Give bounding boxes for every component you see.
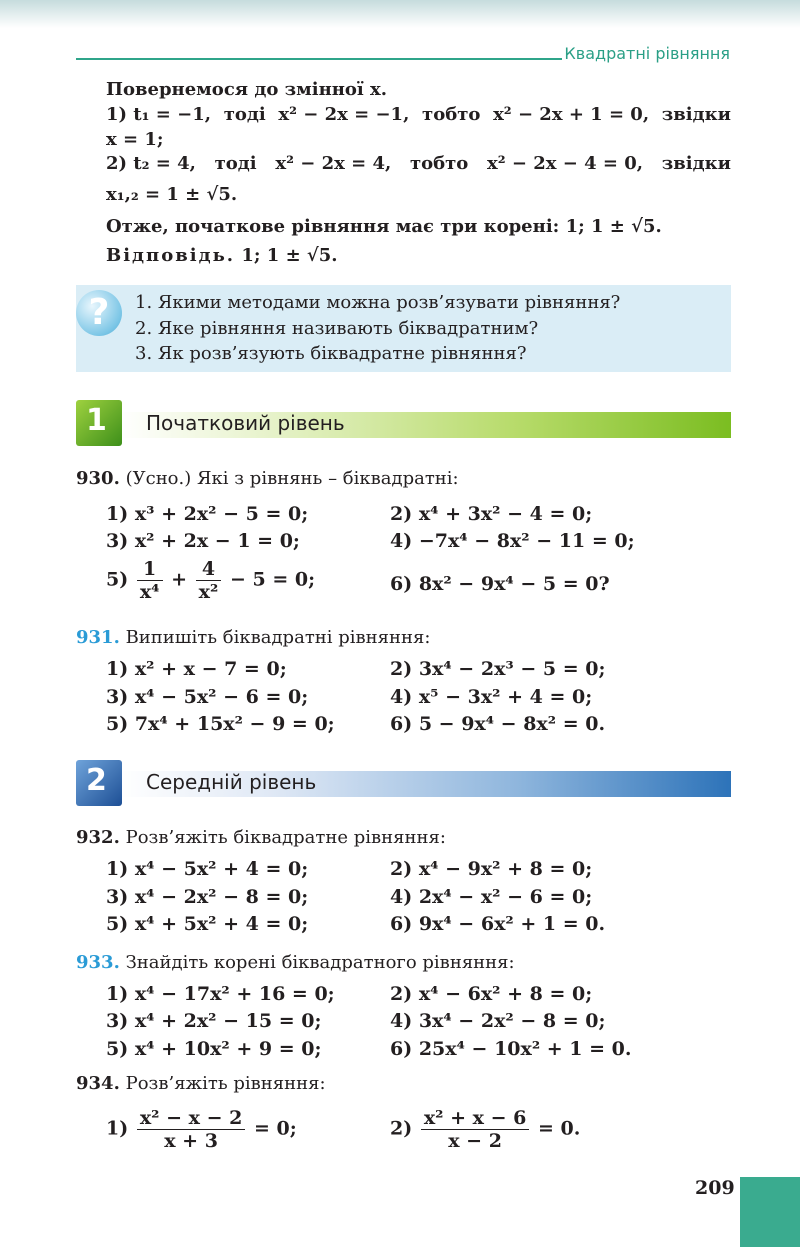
equation-item: 6) 9x⁴ − 6x² + 1 = 0. — [390, 913, 606, 935]
equation-item: 3) x⁴ + 2x² − 15 = 0; — [106, 1010, 322, 1032]
exercise-text: Випишіть біквадратні рівняння: — [125, 627, 431, 648]
exercise-number: 931. — [76, 627, 120, 648]
equation-item-fraction — [106, 558, 315, 603]
level2-number: 2 — [86, 763, 107, 798]
exercise-text: Розв’яжіть біквадратне рівняння: — [125, 827, 446, 848]
equation-tail: = 0. — [537, 1117, 581, 1140]
fraction-denominator: x + 3 — [164, 1130, 218, 1152]
equation-item: 6) 25x⁴ − 10x² + 1 = 0. — [390, 1038, 632, 1060]
exercise-933-heading — [76, 952, 515, 973]
answer-value: 1; 1 ± √5. — [241, 245, 338, 266]
equation-item: 1) x⁴ − 5x² + 4 = 0; — [106, 858, 309, 880]
equation-tail: = 0; — [253, 1117, 297, 1140]
question-item: 3. Як розв’язують біквадратне рівняння? — [135, 343, 527, 364]
equation-item: 1) x² + x − 7 = 0; — [106, 658, 287, 680]
question-icon: ? — [76, 290, 122, 336]
fraction-numerator: 4 — [196, 558, 222, 581]
case1-part: 1) t₁ = −1, — [106, 104, 211, 125]
item-prefix: 2) — [390, 1117, 413, 1140]
equation-item-fraction — [106, 1107, 297, 1152]
equation-item: 4) 3x⁴ − 2x² − 8 = 0; — [390, 1010, 606, 1032]
case1-part: x² − 2x + 1 = 0, — [493, 104, 650, 125]
exercise-934-heading — [76, 1073, 326, 1094]
equation-item: 1) x³ + 2x² − 5 = 0; — [106, 503, 309, 525]
equation-item: 4) 2x⁴ − x² − 6 = 0; — [390, 886, 593, 908]
fraction — [421, 1107, 530, 1152]
exercise-930-heading — [76, 468, 459, 489]
fraction — [196, 558, 222, 603]
level1-title: Початковий рівень — [146, 411, 345, 435]
answer-line — [106, 245, 338, 266]
case2-part: x² − 2x − 4 = 0, — [487, 153, 644, 174]
case1-part: тобто — [422, 104, 481, 125]
case2-part: звідки — [661, 153, 731, 174]
equation-item: 5) x⁴ + 10x² + 9 = 0; — [106, 1038, 322, 1060]
case1-result: x = 1; — [106, 129, 164, 150]
equation-item: 4) x⁵ − 3x² + 4 = 0; — [390, 686, 593, 708]
case2-line — [106, 153, 731, 174]
intro-line: Повернемося до змінної x. — [106, 79, 388, 100]
plus-sign: + — [171, 568, 188, 591]
item-prefix: 5) — [106, 568, 129, 591]
equation-item: 1) x⁴ − 17x² + 16 = 0; — [106, 983, 335, 1005]
equation-item: 3) x⁴ − 5x² − 6 = 0; — [106, 686, 309, 708]
equation-item-fraction — [390, 1107, 580, 1152]
page-corner-tab — [740, 1177, 800, 1247]
equation-item: 3) x² + 2x − 1 = 0; — [106, 530, 300, 552]
fraction-numerator: 1 — [137, 558, 163, 581]
case1-line — [106, 104, 731, 125]
level2-title: Середній рівень — [146, 770, 317, 794]
case2-part: x² − 2x = 4, — [275, 153, 392, 174]
equation-item: 5) x⁴ + 5x² + 4 = 0; — [106, 913, 309, 935]
equation-item: 2) x⁴ − 9x² + 8 = 0; — [390, 858, 593, 880]
fraction-denominator: x⁴ — [139, 581, 160, 603]
exercise-number: 934. — [76, 1073, 120, 1094]
header-rule — [76, 58, 562, 60]
fraction — [137, 1107, 246, 1152]
page-number: 209 — [695, 1177, 735, 1199]
exercise-931-heading — [76, 627, 430, 648]
equation-item: 5) 7x⁴ + 15x² − 9 = 0; — [106, 713, 335, 735]
equation-item: 6) 8x² − 9x⁴ − 5 = 0? — [390, 573, 610, 595]
exercise-number: 933. — [76, 952, 120, 973]
equation-tail: − 5 = 0; — [229, 568, 316, 591]
case2-part: 2) t₂ = 4, — [106, 153, 196, 174]
exercise-text: Розв’яжіть рівняння: — [125, 1073, 326, 1094]
case2-part: тобто — [409, 153, 469, 174]
case1-part: x² − 2x = −1, — [278, 104, 410, 125]
question-item: 1. Якими методами можна розв’язувати рівняння? — [135, 292, 621, 313]
running-header: Квадратні рівняння — [564, 44, 730, 63]
exercise-text: (Усно.) Які з рівнянь – біквадратні: — [125, 468, 459, 489]
question-item: 2. Яке рівняння називають біквадратним? — [135, 318, 539, 339]
level1-number: 1 — [86, 403, 107, 438]
equation-item: 2) 3x⁴ − 2x³ − 5 = 0; — [390, 658, 606, 680]
case2-part: тоді — [214, 153, 257, 174]
fraction-numerator: x² + x − 6 — [421, 1107, 530, 1130]
exercise-text: Знайдіть корені біквадратного рівняння: — [125, 952, 515, 973]
equation-item: 2) x⁴ + 3x² − 4 = 0; — [390, 503, 593, 525]
case1-part: тоді — [223, 104, 266, 125]
fraction-numerator: x² − x − 2 — [137, 1107, 246, 1130]
equation-item: 3) x⁴ − 2x² − 8 = 0; — [106, 886, 309, 908]
top-band — [0, 0, 800, 28]
fraction-denominator: x² — [198, 581, 219, 603]
equation-item: 2) x⁴ − 6x² + 8 = 0; — [390, 983, 593, 1005]
exercise-number: 930. — [76, 468, 120, 489]
item-prefix: 1) — [106, 1117, 129, 1140]
case1-part: звідки — [661, 104, 731, 125]
exercise-932-heading — [76, 827, 446, 848]
exercise-number: 932. — [76, 827, 120, 848]
equation-item: 6) 5 − 9x⁴ − 8x² = 0. — [390, 713, 606, 735]
answer-label: Відповідь. — [106, 245, 236, 266]
conclusion: Отже, початкове рівняння має три корені: 1; 1 ± √5. — [106, 216, 662, 237]
case2-result: x₁,₂ = 1 ± √5. — [106, 184, 238, 205]
fraction-denominator: x − 2 — [448, 1130, 502, 1152]
fraction — [137, 558, 163, 603]
equation-item: 4) −7x⁴ − 8x² − 11 = 0; — [390, 530, 635, 552]
